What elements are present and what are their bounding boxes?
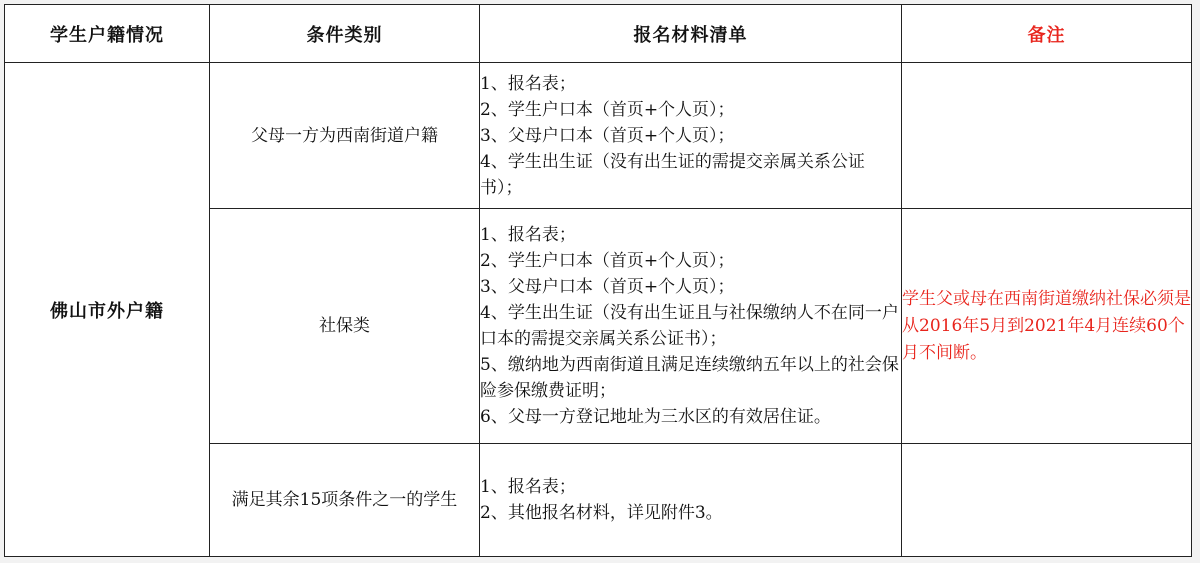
material-item: 4、学生出生证（没有出生证的需提交亲属关系公证书）； [480, 151, 865, 198]
table-header-row [5, 5, 1192, 63]
header-household-status: 学生户籍情况 [5, 5, 210, 63]
material-item: 1、报名表； [480, 225, 576, 245]
material-item: 1、报名表； [480, 477, 576, 497]
material-item: 4、学生出生证（没有出生证且与社保缴纳人不在同一户口本的需提交亲属关系公证书）； [480, 303, 899, 349]
material-item: 3、父母户口本（首页+个人页）； [480, 125, 735, 146]
remarks-cell [902, 444, 1192, 557]
header-materials-list: 报名材料清单 [480, 5, 902, 63]
material-item: 3、父母户口本（首页+个人页）； [480, 277, 735, 297]
materials-cell [480, 209, 902, 444]
header-condition-category: 条件类别 [210, 5, 480, 63]
category-cell: 社保类 [210, 209, 480, 444]
table-row [5, 63, 1192, 209]
material-item: 2、学生户口本（首页+个人页）； [480, 251, 735, 271]
category-cell: 满足其余15项条件之一的学生 [210, 444, 480, 557]
remarks-cell: 学生父或母在西南街道缴纳社保必须是从2016年5月到2021年4月连续60个月不间断。 [902, 209, 1192, 444]
material-item: 2、学生户口本（首页+个人页）； [480, 99, 735, 120]
household-status-cell: 佛山市外户籍 [5, 63, 210, 557]
header-remarks: 备注 [902, 5, 1192, 63]
registration-materials-table [4, 4, 1192, 557]
material-item: 6、父母一方登记地址为三水区的有效居住证。 [480, 407, 831, 427]
category-cell: 父母一方为西南街道户籍 [210, 63, 480, 209]
materials-cell [480, 444, 902, 557]
remarks-cell [902, 63, 1192, 209]
materials-cell [480, 63, 902, 209]
material-item: 1、报名表； [480, 73, 576, 94]
material-item: 5、缴纳地为西南街道且满足连续缴纳五年以上的社会保险参保缴费证明； [480, 355, 899, 401]
material-item: 2、其他报名材料，详见附件3。 [480, 503, 723, 523]
